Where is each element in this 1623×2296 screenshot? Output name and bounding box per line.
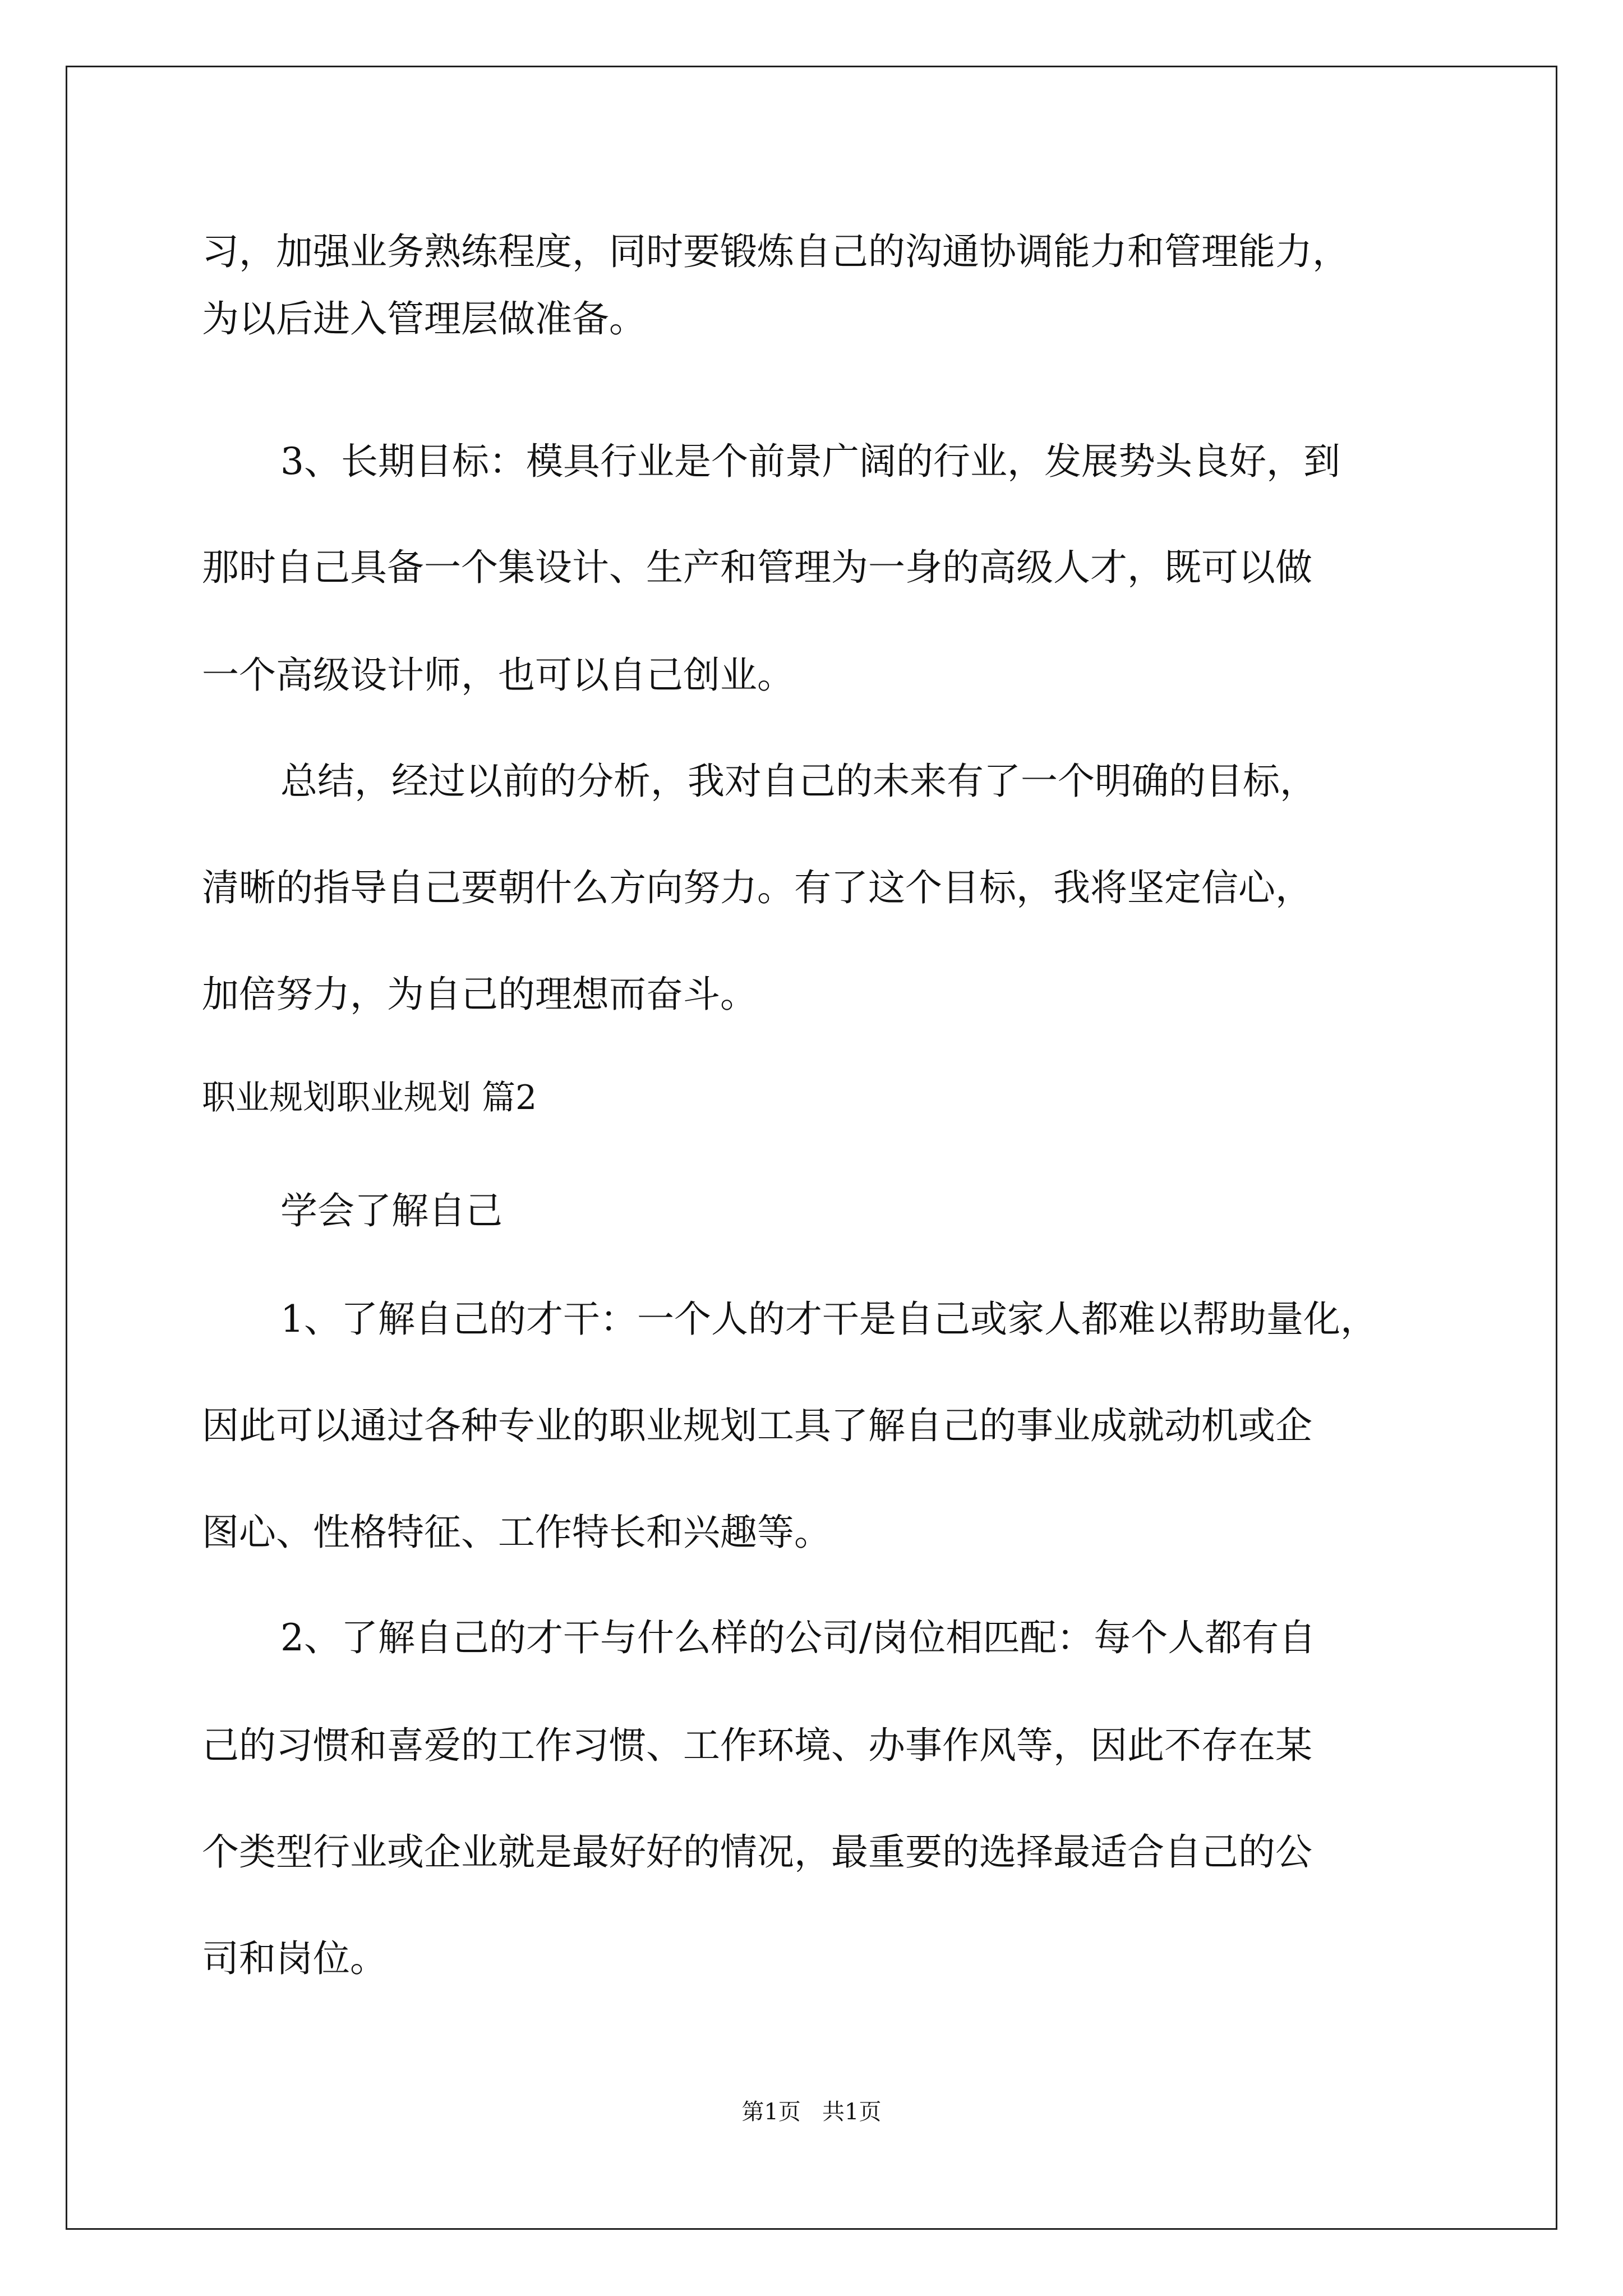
page-footer: 第1页 共1页 bbox=[741, 2099, 882, 2125]
paragraph-line: 司和岗位。 bbox=[202, 1937, 387, 1980]
paragraph-line: 己的习惯和喜爱的工作习惯、工作环境、办事作风等，因此不存在某 bbox=[202, 1724, 1312, 1767]
paragraph-line: 学会了解自己 bbox=[280, 1189, 502, 1232]
paragraph-line: 一个高级设计师，也可以自己创业。 bbox=[202, 654, 794, 697]
paragraph-line: 因此可以通过各种专业的职业规划工具了解自己的事业成就动机或企 bbox=[202, 1404, 1312, 1447]
paragraph-line: 总结，经过以前的分析，我对自己的未来有了一个明确的目标， bbox=[280, 760, 1317, 803]
page-border bbox=[66, 66, 1557, 2230]
paragraph-line: 图心、性格特征、工作特长和兴趣等。 bbox=[202, 1511, 831, 1554]
paragraph-line: 加倍努力，为自己的理想而奋斗。 bbox=[202, 973, 757, 1016]
paragraph-line: 1、了解自己的才干：一个人的才干是自己或家人都难以帮助量化， bbox=[280, 1297, 1377, 1341]
section-heading: 职业规划职业规划 篇2 bbox=[202, 1078, 537, 1117]
paragraph-line: 清晰的指导自己要朝什么方向努力。有了这个目标，我将坚定信心， bbox=[202, 866, 1312, 909]
paragraph-line: 个类型行业或企业就是最好好的情况，最重要的选择最适合自己的公 bbox=[202, 1830, 1312, 1874]
paragraph-line: 那时自己具备一个集设计、生产和管理为一身的高级人才，既可以做 bbox=[202, 546, 1312, 589]
paragraph-line: 习，加强业务熟练程度，同时要锻炼自己的沟通协调能力和管理能力， bbox=[202, 230, 1349, 273]
paragraph-line: 2、了解自己的才干与什么样的公司/岗位相匹配：每个人都有自 bbox=[280, 1616, 1316, 1659]
paragraph-line: 为以后进入管理层做准备。 bbox=[202, 297, 646, 341]
paragraph-line: 3、长期目标：模具行业是个前景广阔的行业，发展势头良好，到 bbox=[280, 440, 1340, 483]
